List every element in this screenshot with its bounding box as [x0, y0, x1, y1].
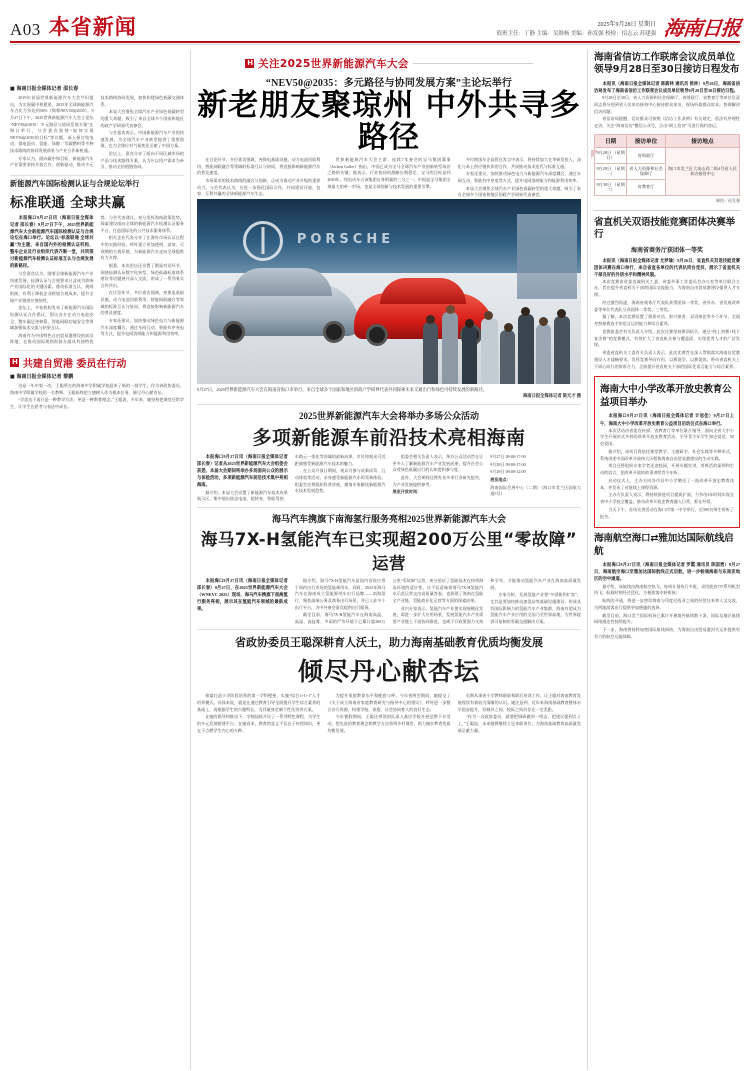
paragraph: 截至目前，海口美兰国际机场已累计开通境外航线数十条，国际及地区航线网络通达性持续提升。: [594, 612, 740, 625]
paragraph: 市场需求的技术路线的融合与创新，正成为推动产业升级的重要动力。与会代表认为，应进一步强化国际合作，共同建设开放、包容、互利共赢的全球新能源汽车生态。: [197, 177, 321, 197]
paragraph: 专家还建议，加快推动绿色电力与新能源汽车深度耦合，通过车网互动、智能有序充电等方式，提升电网消纳能力和能源利用效率。: [457, 171, 581, 183]
masthead: [10, 0, 740, 38]
paragraph: 业内专家表示，氢能汽车产业要实现规模化发展，需进一步扩大应用场景，发展氢能汽车产业需要产业链上下游协同推进，也离不开政策强力支持和引导，才能推动氢能汽车产业在海南高质量发展。: [392, 578, 581, 624]
lead-shoulder: “NEV50@2035：多元路径与协同发展方案”主论坛举行: [265, 78, 513, 89]
paragraph: 据介绍，本届大会设置了新能源汽车技术成果展示区，集中展出固态电池、超快充、智能驾驶、车路云一体化等领域的最新成果，市民和观众可近距离感受新能源汽车技术的魅力。: [197, 454, 386, 502]
lead-kicker: [197, 56, 581, 71]
paragraph: 据介绍，该项目将依托课堂教学、主题研学、社会实践等多种形式，系统讲述中国改革开放伟大历程和海南自由贸易港建设的生动实践。: [600, 448, 734, 461]
divider: [197, 629, 581, 630]
masthead-right: [496, 18, 740, 38]
dateline: 本报海口9月27日讯（海南日报全媒体记者 邵长春）记者从2025世界新能源汽车大会组委会获悉，本届大会期间将举办多场面向公众的展示与体验活动，多项新能源汽车前沿技术集中亮相海南。: [197, 454, 288, 487]
mid1-body: [197, 454, 581, 503]
photo-caption: [197, 387, 581, 400]
caption-text: 9月27日，2025世界新能源汽车大会在海南省海口市举行。来自全球多个国家和地区的政产学研界代表共同探索未来交通出行和绿色可持续发展的新路径。: [197, 386, 488, 392]
paragraph: 多位跨国车企高管在发言中表示，将持续加大在华研发投入，深化与本土供应链伙伴的合作，共同推动技术迭代与标准互通。: [457, 157, 581, 169]
paragraph: 海南作为中国特色自由贸易港建设的前沿阵地，在推动国际规则衔接方面具有独特优势。与会代表建议，充分发挥海南政策优势，探索建设面向全球的新能源汽车检测认证服务平台，打造国际化的公共技术服务体系。: [10, 214, 184, 345]
photo-credit: 海南日报全媒体记者 陈元才 摄: [522, 393, 581, 399]
paragraph: “学思达不再只是一种教学方法，更是一种教育理念。”王聪说，多年来，她坚持把课堂还给学生，让学生在思考与表达中成长。: [10, 397, 184, 409]
porsche-wordmark: PORSCHE: [296, 232, 395, 248]
feature-body-mid: [197, 693, 581, 735]
paragraph: 本届大会聚焦全球汽车产业绿色低碳转型的重大命题，吸引了来自全球多个国家和地区的政产学研界代表参会。: [100, 109, 184, 128]
reception-schedule-table: [594, 134, 740, 196]
divider: [10, 350, 184, 351]
paragraph: 世界新能源汽车大会主席、连续7年参会的宝马集团董事（Jochen Goller）指出，中国已成为宝马全球汽车产业创新转型成功之路的关键。他表示，行业协同的战略长期稳定，宝马的目标是到2030年，纯电动车占该集团自身销量的三分之一。中国是宝马集团全球最大的单一市场，也是全球创新与技术发展的重要引擎。: [327, 157, 451, 189]
editorial-credits: 值班主任：丁静 主编：吴维杨 美编：孙发强 校检：招志云 苏建强: [496, 30, 656, 37]
dateline: 本报海口9月27日讯（海南日报全媒体记者 计思佳）9月27日上午，海南大中小学改革开放史教育公益项目启动仪式在海口举行。: [600, 413, 734, 426]
paragraph: 本次活动由省委宣传部、省教育厅等单位联合指导，面向全省大中小学生开展形式多样的改革开放史教育活动，引导青少年学生知史爱党、知史爱国。: [600, 427, 734, 447]
masthead-meta: [496, 21, 656, 38]
paragraph: 9月28日至30日，省人力资源和社会保障厅、省财政厅、省教育厅等单位负责同志将分别到省人民来访接待中心接待群众来访，现场听取群众诉求，协调解决信访问题。: [594, 95, 740, 114]
lead-byline: ■ 海南日报全媒体记者 邵长春: [10, 86, 79, 92]
paragraph: 在公众开放日期间，观众可参与试乘试驾、互动体验等活动，亲身感受新能源汽车的驾乘体验。组委会还将组织科普讲座，邀请专家解读新能源汽车技术发展趋势。: [294, 468, 386, 494]
exhibit-hours-line: 9月29日 09:00-12:00: [490, 469, 526, 475]
mid2-shoulder: 海马汽车携旗下南海氢行服务亮相2025世界新能源汽车大会: [271, 514, 506, 525]
paragraph: 2019年首届世界新能源汽车大会共识提出，为实现碳中和愿景，2035年全球新能源汽车占比力争达到50%（简称NEV50@2035）。9月27日下午，2025世界新能源汽车大会主论坛“NEV50@2035：多元路径与协同发展方案”在海口举行，与会嘉宾围绕“如何实现NEV50@2035的目标”等议题，深入探讨纯电动、插电混动、氢能、绿醇／零碳燃料等多种技术路线的协同发展前景与产业合作新机遇。: [10, 95, 94, 153]
exhibit-hours-title: 展览开放时间：: [392, 489, 422, 495]
paragraph: 据悉，本次论坛还设置了圆桌对话环节，围绕检测认证数字化转型、绿色低碳标准体系建设等话题展开深入交流，形成了一系列务实合作共识。: [100, 262, 184, 288]
mid1-headline: 多项新能源车前沿技术亮相海南: [252, 427, 526, 450]
paragraph: 省委省直机关工委有关负责人表示，此次比赛旨在深入贯彻落实海南自贸港建设人才战略要求，发挥竞赛导向作用，以赛促学、以赛促练，带动省直机关上下同心同行的浓厚合力，全面提升省直机关干部的国际化语言能力与综合素养。: [594, 350, 740, 369]
cell-unit: 省财政厅: [627, 147, 666, 163]
table-header-row: [595, 134, 740, 147]
cell-date: 9月29日 （星期一）: [595, 163, 627, 179]
paragraph: 在她的倡导和推动下，学校陆续开设了一系列特色课程，为学生的多元发展搭建平台。在她看来，教育的意义不仅在于传授知识，更在于点燃学生内心的火种。: [197, 714, 321, 733]
paragraph: 启动仪式上，主办方向各市县中小学赠送了一批改革开放史教育读本，并发布了首批线上课程资源。: [600, 477, 734, 490]
paragraph: 专家还建议，加快推动绿色电力与新能源汽车深度耦合，通过车网互动、智能有序充电等方式，提升电网消纳能力和能源利用效率。: [100, 317, 184, 337]
section-title: 本省新闻: [48, 15, 137, 39]
lead-photo: [197, 199, 581, 384]
venue-title: 展览地点：: [490, 476, 511, 482]
wheel-icon: [223, 321, 245, 343]
kicker-badge-icon: H: [247, 59, 253, 67]
mid2-body: [197, 578, 581, 625]
photo-car-silver: [209, 284, 359, 336]
person-head: [539, 317, 548, 326]
dateline: 本报海口9月27日讯（海南日报全媒体记者 邵长春）9月27日下午，2025世界新能源汽车大会新能源汽车国际检测认证与合规论坛在海口举行。论坛以“标准联通 全球共赢”为主题，来自国内外的检测认证机构、整车企业及行业组织代表齐聚一堂，共同探讨新能源汽车检测认证标准互认与合规发展的新路径。: [10, 214, 94, 269]
page-folio: A03: [10, 20, 41, 39]
paragraph: 本届大会聚焦全球汽车产业绿色低碳转型的重大命题，吸引了来自全球多个国家和地区的政产学研界代表参会。: [457, 185, 581, 198]
kicker-label: 关注2025世界新能源汽车大会: [258, 58, 409, 70]
divider: [197, 507, 581, 508]
feature-body-left: [10, 383, 184, 411]
person: [536, 324, 551, 384]
table-credit: 制图／孙发强: [716, 197, 740, 203]
paragraph: 截至目前，海马7X-H氢能汽车在海南高温、高湿、高盐雾、多雨的严苛环境下已累计超200万公里“零故障”运营，充分验证了氢能技术在热带海岛环境的适应性。这不仅意味着海马7X-H氢能汽车示范运营交出高质量答卷，也展现了海南在氢能全产业链、氢能商业化运营等方面的探索成果。: [294, 578, 484, 624]
person: [554, 316, 570, 384]
exhibit-hours-line: 9月27日 09:00-17:00: [490, 454, 526, 460]
paragraph: 在讨论环节，多位嘉宾强调，充换电基础设施、动力电池回收利用、智能网联融合等领域的标准互认与协同，将直接影响新能源汽车的普及速度。: [197, 157, 321, 176]
paragraph: 探索打造小学阶段培养的第一学科壁垒，实施“综合1+1+1”人才培养模式。具体来说，就是在通过教育引导全面提升学生综合素养的基础上，再根据学生的兴趣特长，为其量身定制个性化培养方案。: [197, 693, 321, 712]
publish-date: 2025年9月28日 星期日: [597, 21, 656, 28]
table-row: [595, 147, 740, 163]
person: [423, 322, 438, 384]
paragraph: 专家认为，面向碳中和目标，新能源汽车产业需要坚持开放合作、创新驱动，推动多元技术路线协同发展，加快构建绿色低碳交通体系。: [10, 95, 184, 168]
photo-crowd: [420, 273, 581, 384]
paragraph: 专家分析，发展氢能产业要“多创新和扩容”，尤其是要加快推动加氢站等基础设施建设，形成具有国际影响力的氢能汽车产业集群，海南有望成为氢能汽车产业应用的全国乃至世界高地，为世界提供可复制的零碳交通解决方案。: [490, 592, 581, 624]
right-article3-body: [600, 412, 734, 520]
paragraph: 长期从事省小学教师职前和职后培训工作，让王聪对海南教育发展现状有着较为清晰的认识。她注意到，近年来海南基础教育整体水平稳步提升，但城乡之间、校际之间仍存在一定差距。: [457, 693, 581, 712]
column-left: [10, 50, 190, 1070]
left-article-shoulder: 新能源汽车国际检测认证与合规论坛举行: [10, 179, 140, 188]
right-article3-title: 海南大中小学改革开放史教育公益项目举办: [600, 384, 732, 408]
paragraph: 当天下午，首场宣讲活动在海口市第一中学举行，近500名师生聆听了报告。: [600, 506, 734, 519]
paragraph: 经过激烈角逐，海南省商务厅代表队获得团体一等奖，省外办、省发展改革委等单位代表队分获团体二等奖、三等奖。: [594, 299, 740, 312]
dateline: 本报讯（海南日报全媒体记者 尤梦瑜）9月26日，省直机关双语技能竞赛团体决赛在海口举行，来自省直各单位的代表队同台竞技，展示了省直机关干部良好的外语水平和精神风貌。: [594, 257, 740, 277]
page-grid: [10, 50, 740, 1070]
paragraph: 相关企业代表分享了在海外市场认证过程中的实践经验，呼吁建立更加透明、高效、可预期的合规环境，为新能源汽车走向全球提供有力支撑。: [100, 235, 184, 261]
mid1-shoulder: 2025世界新能源汽车大会将举办多场公众活动: [298, 411, 479, 422]
person: [442, 312, 458, 384]
schedule-table-wrapper: [594, 134, 740, 204]
paragraph: 今年暑假期间，王聪还带领团队深入基层学校开展送教下乡活动，把先进的教育理念和教学方法带到乡村课堂，助力城乡教育优质均衡发展。: [327, 714, 451, 733]
paragraph: 组委会相关负责人表示，举办公众活动旨在让更多人了解新能源汽车产业发展成果，提升社会公众对绿色低碳出行的认知度和参与度。: [392, 454, 484, 473]
mid2-headline: 海马7X-H氢能汽车已实现超200万公里“零故障”运营: [200, 530, 578, 574]
person: [462, 326, 477, 384]
feature-headline: 倾尽丹心献杏坛: [297, 657, 480, 687]
brand-text: 共建自贸港 委员在行动: [22, 359, 127, 371]
paragraph: 论坛上，多家机构发布了新能源汽车国际检测认证合作倡议，倡议各方在动力电池安全、整车碳足迹核算、智能网联功能安全等领域加强技术交流与结果互认。: [10, 305, 94, 331]
cell-unit: 省教育厅: [627, 179, 666, 195]
paragraph: 下一步，海南将持续加密国际航线网络，为海南自由贸易港封关运作提供更有力的航空运输保障。: [594, 627, 740, 639]
paragraph: 竞赛组委会有关负责人介绍，此次比赛坚持赛训结合，通过“线上初赛+线下复决赛”的竞赛模式，有效扩大了省直机关参与覆盖面，实现优秀人才的广泛发现。: [594, 328, 740, 348]
kicker-rule: [413, 63, 533, 64]
paragraph: 本次竞赛由省委直属机关工委、省委外事工作委员会办公室等单位联合主办，旨在提升省直机关干部的国际交流能力，为海南自由贸易港建设提供人才支撑。: [594, 278, 740, 298]
person-head: [426, 315, 435, 324]
divider: [10, 175, 184, 176]
paragraph: 据介绍，海马7X-H氢能汽车是国内首款应用于网约出行市场的氢能乘用车。同时，2025年海马汽车在海南成立氢能源用车出行品牌——南海氢行，聚焦高端公务及商务出行场景，并已入驻多个出行平台，为中外参会嘉宾提供出行服务。: [294, 578, 386, 610]
dateline: 本报讯（海南日报全媒体记者 陈蔚林 通讯员 侯林）9月26日，海南省信访局发布了海南省信访工作联席会议成员单位领导9月28日至30日接访日程。: [594, 80, 740, 94]
person-head: [484, 311, 493, 320]
person: [518, 314, 534, 384]
column-middle: [190, 50, 588, 1070]
paragraph: 项目还将组织专家学者走进校园，开展专题宣讲，用鲜活的案例和生动的语言，把改革开放的故事讲给青少年听。: [600, 463, 734, 476]
dateline: 本报海口9月27日讯（海南日报全媒体记者 罗霞 通讯员 陈国勇）9月27日，海南航空海口至雅加达国际航线正式启航，进一步畅通海南与东南亚地区的空中通道。: [594, 562, 740, 582]
cell-unit: 省人力资源和社会保障厅: [627, 163, 666, 179]
dateline: 本报海口9月27日讯（海南日报全媒体记者 邵长春）9月27日，在2025世界新能源汽车大会（WNEVC 2025）现场，海马汽车携旗下南海氢行服务亮相，展示其在氢能汽车领域的最新成果。: [197, 578, 288, 611]
right-article3-boxed: [594, 376, 740, 528]
feature-brandline-left: [10, 355, 184, 370]
venue-text: 海南国际会展中心（二期）（海口市美兰区国家大道5号）: [490, 484, 581, 497]
right-article4-body: [594, 561, 740, 640]
cell-date: 9月28日 （星期日）: [595, 147, 627, 163]
paragraph: 此外，大会期间还将发布多项行业研究报告，为产业发展提供参考。: [392, 474, 484, 487]
right-article2-body: [594, 257, 740, 371]
th-place: 接访地点: [665, 134, 739, 147]
left-article-body: [10, 215, 184, 347]
feature-shoulder: 省政协委员王聪深耕育人沃土，助力海南基础教育优质均衡发展: [235, 637, 543, 650]
person-head: [557, 309, 566, 318]
feature-byline: ■ 海南日报全媒体记者 黎鹏: [10, 374, 74, 381]
paper-logo: 海南日报: [662, 16, 742, 40]
person-head: [504, 323, 513, 332]
masthead-rule: [10, 41, 740, 43]
th-unit: 接访单位: [627, 134, 666, 147]
paragraph: 与会嘉宾认为，随着全球新能源汽车产业快速发展，检测认证与合规要求日益成为影响产业国际化的关键因素。推动标准互认、规则衔接，有利于降低企业跨境合规成本，提升全球产业链供应链韧性。: [10, 271, 94, 303]
paragraph: 据介绍，该航线由海南航空执飞，每周计划执行多班，采用波音737系列机型执飞。航班时刻经过优化，方便旅客中转衔接。: [594, 583, 740, 596]
lead-body-mid: [197, 157, 581, 199]
paragraph: 这是一年中第一次，王聪所在的海南中学附属学校迎来了新的一批学生。作为省政协委员、海南中学附属学校的一名教师，王聪始终把立德树人作为根本任务，倾尽丹心献杏坛。: [10, 383, 184, 395]
brand-badge-icon: H: [12, 358, 17, 367]
right-article2-subtitle: 海南省商务厅获团体一等奖: [630, 247, 703, 254]
cell-date: 9月30日 （星期二）: [595, 179, 627, 195]
paragraph: 航线的开通，将进一步密切海南与印度尼西亚之间的经贸往来和人文交流，为两地游客出行提供更加便捷的选择。: [594, 598, 740, 610]
paragraph: “作为一名政协委员，就要把调研做到一线去，把建议提到点子上。”王聪说，未来她将继续立足本职岗位，为海南基础教育高质量发展贡献力量。: [457, 714, 581, 733]
lead-headline: 新老朋友聚琼州 中外共寻多路径: [197, 88, 581, 155]
divider: [594, 210, 740, 211]
masthead-rule-thin: [10, 44, 740, 45]
paragraph: 与会嘉宾表示，中国新能源汽车产业的快速发展，为全球汽车产业转型提供了重要借鉴，也为全球应对气候变化贡献了中国方案。: [100, 130, 184, 149]
person: [481, 318, 498, 384]
person-head: [465, 319, 474, 328]
th-date: 日期: [595, 134, 627, 147]
divider: [197, 404, 581, 405]
exhibit-hours-line: 9月28日 09:00-17:00: [490, 461, 526, 467]
lead-body-left: [10, 95, 184, 171]
paragraph: 主办方负责人表示，将持续推进项目提质扩面，力争用3年时间实现全省中小学校全覆盖，推动改革开放史教育融入日常、抓在经常。: [600, 492, 734, 505]
column-right: [588, 50, 740, 1070]
person: [500, 330, 515, 384]
paragraph: 在讨论环节，多位嘉宾强调，充换电基础设施、动力电池回收利用、智能网联融合等领域的标准互认与协同，将直接影响新能源汽车的普及速度。: [100, 290, 184, 316]
right-article1-body: [594, 80, 740, 130]
left-article-title: 标准联通 全球共赢: [10, 194, 126, 211]
right-article2-title: 省直机关双语技能竞赛团体决赛举行: [594, 216, 735, 241]
right-article1-title: 海南省信访工作联席会议成员单位领导9月28日至30日接访日程发布: [594, 52, 740, 76]
right-article4-title: 海南航空海口⇄雅加达国际航线启航: [594, 533, 734, 557]
person-head: [446, 305, 455, 314]
wheel-icon: [323, 321, 345, 343]
paragraph: 据了解，本次竞赛设置了情景对话、即兴演讲、双语辩论等多个环节，全面考察参赛选手的语言运用能力和综合素养。: [594, 314, 740, 327]
paragraph: 省信访局提醒，信访群众可按照《信访工作条例》有关规定，依法有序理性走访。关注“海南信访”微信公众号，点击“网上信访”可进行预约登记。: [594, 116, 740, 129]
paragraph: 论坛上，嘉宾分享了面向不同区域市场的产品与技术路线方案，认为应以用户需求为牵引，推动全价值链协同。: [100, 151, 184, 170]
cell-place: 海口市美兰区大英山西二街4号省人民来访接待中心: [665, 147, 739, 195]
volkswagen-logo-icon: [243, 221, 283, 261]
paragraph: 为提升家庭教育水平和配套与呼。今年省两会期间，她提交了《关于成立海南省家庭教育研究与指导中心的建议》，呼吁进一步整合各方资源，构建学校、家庭、社会协同育人的良好生态。: [327, 693, 451, 712]
